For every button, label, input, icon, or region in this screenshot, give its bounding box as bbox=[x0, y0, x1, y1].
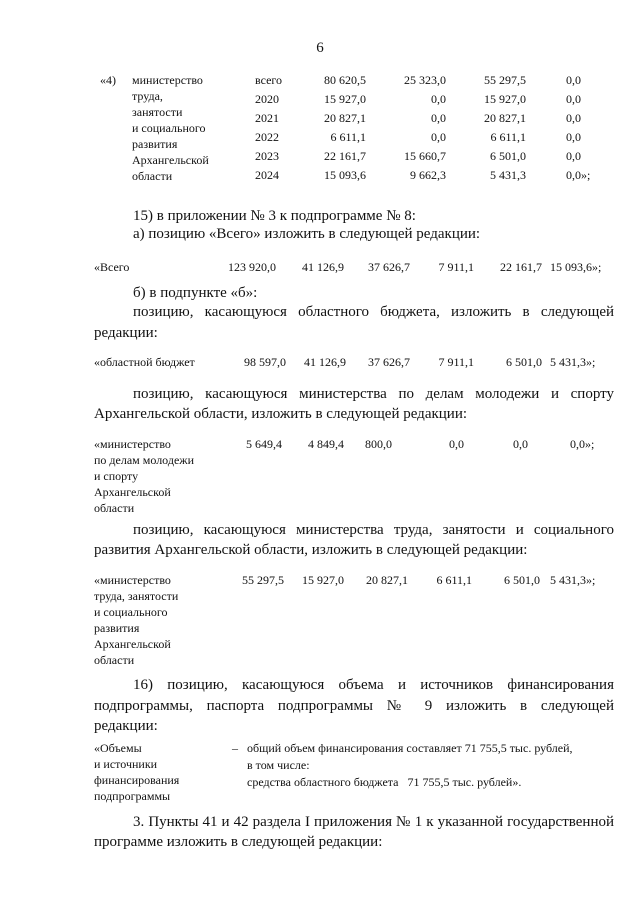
period-cell: всего bbox=[255, 73, 283, 87]
item-marker: «4) bbox=[100, 73, 116, 87]
youth-value: 4 849,4 bbox=[308, 437, 344, 451]
table4-periods bbox=[255, 72, 295, 186]
youth-label bbox=[94, 436, 194, 516]
other-cell: 0,0 bbox=[566, 92, 581, 106]
youth-value: 800,0 bbox=[365, 437, 392, 451]
labor-label-line: «министерство bbox=[94, 573, 171, 587]
paragraph-15a: а) позицию «Всего» изложить в следующей редакции: bbox=[133, 226, 481, 242]
youth-label-line: и спорту bbox=[94, 469, 139, 483]
table4-other bbox=[566, 72, 622, 186]
youth-label-line: области bbox=[94, 501, 135, 515]
table4-name-line: и социального bbox=[132, 121, 206, 135]
vsego-value: 41 126,9 bbox=[302, 260, 344, 274]
funding-label-line: и источники bbox=[94, 757, 158, 771]
oblast-value: 6 501,0 bbox=[506, 355, 542, 369]
labor-label-line: развития bbox=[94, 621, 140, 635]
labor-value: 55 297,5 bbox=[242, 573, 284, 587]
youth-value: 0,0 bbox=[513, 437, 528, 451]
paragraph-16-line3: редакции: bbox=[94, 718, 158, 734]
youth-intro-line1: позицию, касающуюся министерства по делам молодежи и спорту bbox=[133, 386, 614, 402]
oblast-value: 98 597,0 bbox=[244, 355, 286, 369]
regional-cell: 5 431,3 bbox=[490, 168, 526, 182]
paragraph-b: б) в подпункте «б»: bbox=[133, 285, 258, 301]
table4-name-line: занятости bbox=[132, 105, 183, 119]
table4-federal bbox=[380, 72, 446, 186]
youth-label-line: «министерство bbox=[94, 437, 171, 451]
oblast-intro-line1: позицию, касающуюся областного бюджета, изложить в следующей bbox=[133, 304, 614, 320]
oblast-value: 41 126,9 bbox=[304, 355, 346, 369]
table4-regional bbox=[460, 72, 526, 186]
funding-text-line: средства областного бюджета 71 755,5 тыс. рублей». bbox=[247, 775, 522, 789]
table4-name-line: министерство bbox=[132, 73, 203, 87]
oblast-intro-line2: редакции: bbox=[94, 325, 158, 341]
funding-dash: – bbox=[232, 741, 238, 755]
table4-totals bbox=[300, 72, 366, 186]
funding-label-line: финансирования bbox=[94, 773, 180, 787]
table4-name-line: Архангельской bbox=[132, 153, 209, 167]
labor-label bbox=[94, 572, 178, 668]
period-cell: 2020 bbox=[255, 92, 279, 106]
vsego-value: 22 161,7 bbox=[500, 260, 542, 274]
youth-label-line: Архангельской bbox=[94, 485, 171, 499]
vsego-value: 123 920,0 bbox=[228, 260, 276, 274]
federal-cell: 25 323,0 bbox=[404, 73, 446, 87]
federal-cell: 0,0 bbox=[431, 130, 446, 144]
federal-cell: 9 662,3 bbox=[410, 168, 446, 182]
labor-value: 6 611,1 bbox=[436, 573, 472, 587]
total-cell: 20 827,1 bbox=[324, 111, 366, 125]
labor-label-line: и социального bbox=[94, 605, 168, 619]
vsego-value: 7 911,1 bbox=[438, 260, 474, 274]
youth-label-line: по делам молодежи bbox=[94, 453, 194, 467]
labor-label-line: Архангельской bbox=[94, 637, 171, 651]
labor-value: 15 927,0 bbox=[302, 573, 344, 587]
total-cell: 15 093,6 bbox=[324, 168, 366, 182]
federal-cell: 0,0 bbox=[431, 92, 446, 106]
funding-label-line: «Объемы bbox=[94, 741, 142, 755]
labor-intro-line2: развития Архангельской области, изложить в следующей редакции: bbox=[94, 542, 528, 558]
vsego-label: «Всего bbox=[94, 260, 130, 274]
paragraph-16-line1: 16) позицию, касающуюся объема и источников финансирования bbox=[133, 677, 614, 693]
funding-label bbox=[94, 740, 179, 804]
regional-cell: 6 611,1 bbox=[490, 130, 526, 144]
other-cell: 0,0 bbox=[566, 149, 581, 163]
table4-name bbox=[132, 72, 209, 184]
labor-value: 5 431,3»; bbox=[550, 573, 596, 587]
page-number: 6 bbox=[316, 40, 324, 56]
paragraph-16-line2: подпрограммы, паспорта подпрограммы № 9 изложить в следующей bbox=[94, 698, 614, 714]
youth-intro-line2: Архангельской области, изложить в следующей редакции: bbox=[94, 406, 468, 422]
labor-value: 6 501,0 bbox=[504, 573, 540, 587]
regional-cell: 20 827,1 bbox=[484, 111, 526, 125]
paragraph-3-line2: программе изложить в следующей редакции: bbox=[94, 834, 383, 850]
funding-text-line: общий объем финансирования составляет 71 755,5 тыс. рублей, bbox=[247, 741, 573, 755]
federal-cell: 15 660,7 bbox=[404, 149, 446, 163]
labor-label-line: области bbox=[94, 653, 135, 667]
oblast-value: 37 626,7 bbox=[368, 355, 410, 369]
other-cell: 0,0 bbox=[566, 111, 581, 125]
total-cell: 80 620,5 bbox=[324, 73, 366, 87]
labor-value: 20 827,1 bbox=[366, 573, 408, 587]
paragraph-3-line1: 3. Пункты 41 и 42 раздела I приложения № 1 к указанной государственной bbox=[133, 814, 614, 830]
table4-name-line: области bbox=[132, 169, 173, 183]
vsego-value: 37 626,7 bbox=[368, 260, 410, 274]
total-cell: 22 161,7 bbox=[324, 149, 366, 163]
youth-value: 5 649,4 bbox=[246, 437, 282, 451]
youth-value: 0,0 bbox=[449, 437, 464, 451]
table4-name-line: развития bbox=[132, 137, 178, 151]
period-cell: 2021 bbox=[255, 111, 279, 125]
table4-name-line: труда, bbox=[132, 89, 163, 103]
period-cell: 2022 bbox=[255, 130, 279, 144]
labor-label-line: труда, занятости bbox=[94, 589, 179, 603]
youth-value: 0,0»; bbox=[570, 437, 595, 451]
regional-cell: 55 297,5 bbox=[484, 73, 526, 87]
oblast-label: «областной бюджет bbox=[94, 355, 195, 369]
regional-cell: 15 927,0 bbox=[484, 92, 526, 106]
oblast-value: 7 911,1 bbox=[438, 355, 474, 369]
total-cell: 6 611,1 bbox=[330, 130, 366, 144]
other-cell: 0,0 bbox=[566, 130, 581, 144]
other-cell: 0,0 bbox=[566, 73, 581, 87]
paragraph-15: 15) в приложении № 3 к подпрограмме № 8: bbox=[133, 208, 416, 224]
funding-label-line: подпрограммы bbox=[94, 789, 171, 803]
federal-cell: 0,0 bbox=[431, 111, 446, 125]
regional-cell: 6 501,0 bbox=[490, 149, 526, 163]
period-cell: 2024 bbox=[255, 168, 279, 182]
period-cell: 2023 bbox=[255, 149, 279, 163]
total-cell: 15 927,0 bbox=[324, 92, 366, 106]
labor-intro-line1: позицию, касающуюся министерства труда, занятости и социального bbox=[133, 522, 614, 538]
other-cell: 0,0»; bbox=[566, 168, 591, 182]
vsego-value: 15 093,6»; bbox=[550, 260, 602, 274]
oblast-value: 5 431,3»; bbox=[550, 355, 596, 369]
funding-text-line: в том числе: bbox=[247, 758, 310, 772]
